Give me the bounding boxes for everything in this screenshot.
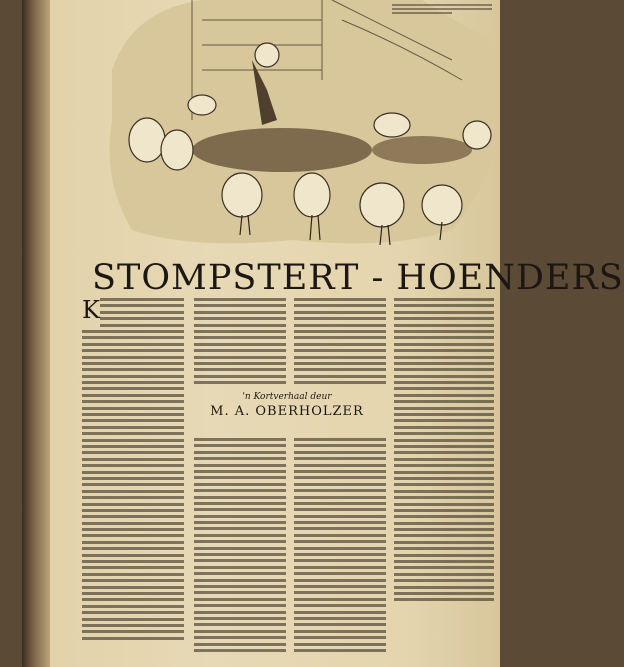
byline-intro: 'n Kortverhaal deur	[242, 392, 332, 402]
text-column-2-lower	[194, 438, 286, 655]
text-column-2	[194, 298, 286, 387]
text-column-1	[100, 298, 184, 643]
illustration-caption	[392, 2, 492, 16]
text-column-3-lower	[294, 438, 386, 655]
magazine-page	[22, 0, 624, 667]
author-name: M. A. OBERHOLZER	[210, 404, 364, 419]
text-column-3	[294, 298, 386, 387]
book-spine	[22, 0, 50, 667]
text-column-4	[394, 298, 494, 605]
drop-cap: K	[82, 296, 100, 324]
article-title: STOMPSTERT - HOENDERS	[92, 258, 624, 298]
hens-illustration	[92, 0, 502, 250]
byline	[192, 392, 382, 428]
